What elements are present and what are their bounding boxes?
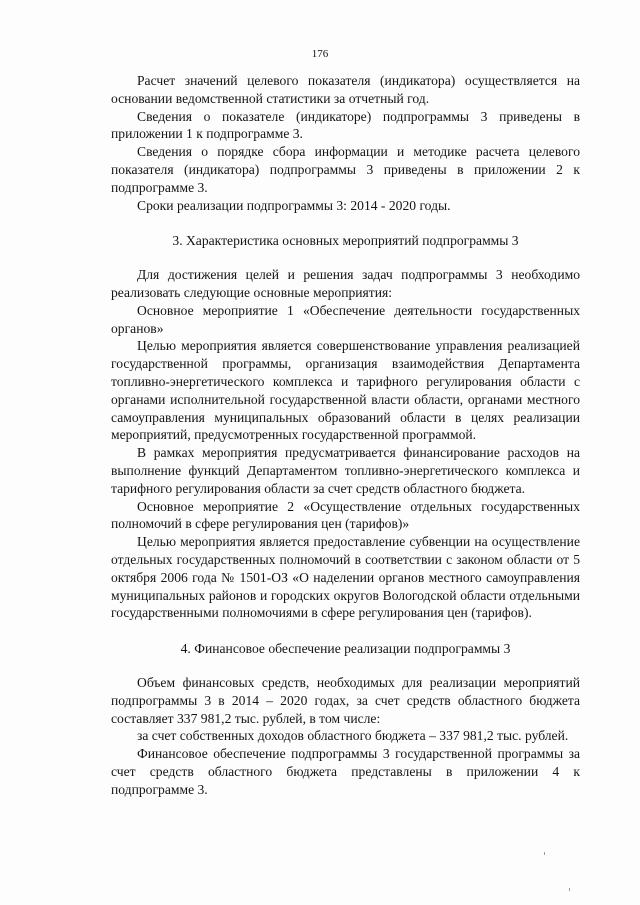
- paragraph: за счет собственных доходов областного бюджета – 337 981,2 тыс. рублей.: [137, 728, 569, 744]
- paragraph: Финансовое обеспечение подпрограммы 3 государственной программы за счет средств областного бюджета представлены в приложении 4 к подпрограмме 3.: [111, 746, 580, 797]
- paragraph: Основное мероприятие 1 «Обеспечение деятельности государственных органов»: [111, 302, 580, 336]
- scan-artifact: [569, 888, 570, 891]
- paragraph: Основное мероприятие 2 «Осуществление отдельных государственных полномочий в сфере регулирования цен (тарифов)»: [111, 498, 580, 532]
- paragraph: Сведения о показателе (индикаторе) подпрограммы 3 приведены в приложении 1 к подпрограмме 3.: [111, 108, 580, 142]
- scan-artifact: [544, 852, 545, 855]
- spacer: [111, 214, 580, 232]
- paragraph: Расчет значений целевого показателя (индикатора) осуществляется на основании ведомственной статистики за отчетный год.: [111, 73, 580, 106]
- spacer: [111, 250, 580, 266]
- paragraph: Для достижения целей и решения задач подпрограммы 3 необходимо реализовать следующие основные мероприятия:: [111, 267, 580, 300]
- document-body: [111, 72, 580, 798]
- paragraph: В рамках мероприятия предусматривается финансирование расходов на выполнение функций Департаментом топливно-энергетического комплекса и тарифного регулирования области за счет средств областного бюджета.: [111, 445, 580, 496]
- section-4-heading: 4. Финансовое обеспечение реализации подпрограммы 3: [180, 641, 511, 657]
- paragraph: Сроки реализации подпрограммы 3: 2014 - 2020 годы.: [137, 197, 451, 213]
- section-3-heading: 3. Характеристика основных мероприятий подпрограммы 3: [172, 233, 519, 249]
- paragraph: Целью мероприятия является предоставление субвенции на осуществление отдельных государственных полномочий в соответствии с законом области от 5 октября 2006 года № 1501-ОЗ «О наделении органов местного самоуправления муниципальных районов и городских округов Вологодской области отдельными государственными полномочиями в сфере регулирования цен (тарифов).: [111, 534, 580, 621]
- paragraph: Объем финансовых средств, необходимых для реализации мероприятий подпрограммы 3 в 2014 – 2020 годах, за счет средств областного бюджета составляет 337 981,2 тыс. рублей, в том числе:: [111, 674, 580, 726]
- page-number: 176: [311, 48, 329, 60]
- paragraph: Сведения о порядке сбора информации и методике расчета целевого показателя (индикатора) подпрограммы 3 приведены в приложении 2 к подпрограмме 3.: [111, 144, 580, 195]
- spacer: [111, 622, 580, 640]
- spacer: [111, 658, 580, 674]
- paragraph: Целью мероприятия является совершенствование управления реализацией государственной программы, организация взаимодействия Департамента топливно-энергетического комплекса и тарифного регулирования области с органами исполнительной государственной власти области, органами местного самоуправления муниципальных образований области в целях реализации мероприятий, предусмотренных государственной программой.: [111, 338, 580, 443]
